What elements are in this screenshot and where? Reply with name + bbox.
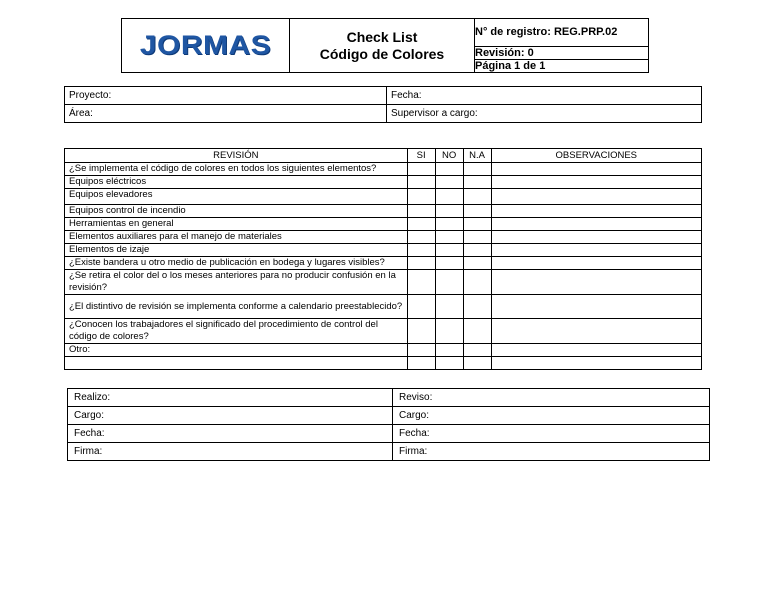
question-text[interactable] — [65, 357, 408, 370]
si-cell[interactable] — [407, 270, 435, 295]
observaciones-cell[interactable] — [491, 231, 701, 244]
no-cell[interactable] — [435, 344, 463, 357]
table-row — [65, 163, 702, 176]
observaciones-cell[interactable] — [491, 163, 701, 176]
no-cell[interactable] — [435, 319, 463, 344]
header-revision: REVISIÓN — [65, 149, 408, 163]
table-row — [65, 189, 702, 205]
document-title — [290, 19, 475, 73]
observaciones-cell[interactable] — [491, 257, 701, 270]
question-text: ¿Conocen los trabajadores el significado del procedimiento de control del código de colores? — [65, 319, 408, 344]
title-line-1: Check List — [346, 28, 418, 45]
fecha-right-field[interactable]: Fecha: — [393, 425, 710, 443]
fecha-left-field[interactable]: Fecha: — [68, 425, 393, 443]
no-cell[interactable] — [435, 205, 463, 218]
question-text: Herramientas en general — [65, 218, 408, 231]
no-cell[interactable] — [435, 295, 463, 319]
question-text: ¿El distintivo de revisión se implementa conforme a calendario preestablecido? — [65, 295, 408, 319]
si-cell[interactable] — [407, 218, 435, 231]
table-row — [65, 270, 702, 295]
company-logo: JORMAS — [139, 30, 272, 60]
firma-left-field[interactable]: Firma: — [68, 443, 393, 461]
checklist-table — [64, 148, 702, 370]
checklist-header-row — [65, 149, 702, 163]
question-text: Elementos auxiliares para el manejo de materiales — [65, 231, 408, 244]
table-row — [65, 218, 702, 231]
no-cell[interactable] — [435, 244, 463, 257]
table-row — [65, 357, 702, 370]
si-cell[interactable] — [407, 357, 435, 370]
na-cell[interactable] — [463, 244, 491, 257]
header-si: SI — [407, 149, 435, 163]
na-cell[interactable] — [463, 319, 491, 344]
table-row — [65, 231, 702, 244]
supervisor-field[interactable]: Supervisor a cargo: — [387, 105, 702, 123]
title-line-2: Código de Colores — [319, 45, 445, 62]
no-cell[interactable] — [435, 218, 463, 231]
si-cell[interactable] — [407, 231, 435, 244]
na-cell[interactable] — [463, 205, 491, 218]
question-text: ¿Se retira el color del o los meses anteriores para no producir confusión en la revisión? — [65, 270, 408, 295]
si-cell[interactable] — [407, 176, 435, 189]
si-cell[interactable] — [407, 257, 435, 270]
na-cell[interactable] — [463, 231, 491, 244]
question-text: ¿Se implementa el código de colores en todos los siguientes elementos? — [65, 163, 408, 176]
table-row — [65, 295, 702, 319]
no-cell[interactable] — [435, 270, 463, 295]
observaciones-cell[interactable] — [491, 176, 701, 189]
project-info-table — [64, 86, 702, 123]
na-cell[interactable] — [463, 270, 491, 295]
si-cell[interactable] — [407, 319, 435, 344]
na-cell[interactable] — [463, 218, 491, 231]
si-cell[interactable] — [407, 205, 435, 218]
realizo-field[interactable]: Realizo: — [68, 389, 393, 407]
no-cell[interactable] — [435, 257, 463, 270]
table-row — [65, 319, 702, 344]
table-row — [65, 176, 702, 189]
no-cell[interactable] — [435, 189, 463, 205]
si-cell[interactable] — [407, 344, 435, 357]
cargo-left-field[interactable]: Cargo: — [68, 407, 393, 425]
registro-number: N° de registro: REG.PRP.02 — [475, 19, 649, 47]
table-row — [68, 443, 710, 461]
observaciones-cell[interactable] — [491, 218, 701, 231]
table-row — [65, 257, 702, 270]
area-field[interactable]: Área: — [65, 105, 387, 123]
proyecto-field[interactable]: Proyecto: — [65, 87, 387, 105]
header-no: NO — [435, 149, 463, 163]
signature-table — [67, 388, 710, 461]
na-cell[interactable] — [463, 189, 491, 205]
table-row — [68, 389, 710, 407]
observaciones-cell[interactable] — [491, 244, 701, 257]
question-text: Otro: — [65, 344, 408, 357]
si-cell[interactable] — [407, 189, 435, 205]
si-cell[interactable] — [407, 244, 435, 257]
firma-right-field[interactable]: Firma: — [393, 443, 710, 461]
question-text: Equipos elevadores — [65, 189, 408, 205]
question-text: Elementos de izaje — [65, 244, 408, 257]
na-cell[interactable] — [463, 344, 491, 357]
observaciones-cell[interactable] — [491, 344, 701, 357]
cargo-right-field[interactable]: Cargo: — [393, 407, 710, 425]
observaciones-cell[interactable] — [491, 319, 701, 344]
observaciones-cell[interactable] — [491, 295, 701, 319]
question-text: ¿Existe bandera u otro medio de publicación en bodega y lugares visibles? — [65, 257, 408, 270]
si-cell[interactable] — [407, 163, 435, 176]
observaciones-cell[interactable] — [491, 270, 701, 295]
si-cell[interactable] — [407, 295, 435, 319]
na-cell[interactable] — [463, 176, 491, 189]
na-cell[interactable] — [463, 257, 491, 270]
revision-number: Revisión: 0 — [475, 46, 649, 59]
table-row — [65, 244, 702, 257]
no-cell[interactable] — [435, 231, 463, 244]
no-cell[interactable] — [435, 163, 463, 176]
no-cell[interactable] — [435, 357, 463, 370]
logo-cell — [122, 19, 290, 73]
na-cell[interactable] — [463, 163, 491, 176]
na-cell[interactable] — [463, 357, 491, 370]
question-text: Equipos eléctricos — [65, 176, 408, 189]
fecha-field[interactable]: Fecha: — [387, 87, 702, 105]
reviso-field[interactable]: Reviso: — [393, 389, 710, 407]
observaciones-cell[interactable] — [491, 357, 701, 370]
table-row — [68, 407, 710, 425]
na-cell[interactable] — [463, 295, 491, 319]
table-row — [65, 344, 702, 357]
observaciones-cell[interactable] — [491, 205, 701, 218]
no-cell[interactable] — [435, 176, 463, 189]
table-row — [68, 425, 710, 443]
document-header — [121, 18, 649, 73]
table-row — [65, 205, 702, 218]
question-text: Equipos control de incendio — [65, 205, 408, 218]
page-number: Página 1 de 1 — [475, 59, 649, 72]
header-observaciones: OBSERVACIONES — [491, 149, 701, 163]
header-na: N.A — [463, 149, 491, 163]
observaciones-cell[interactable] — [491, 189, 701, 205]
